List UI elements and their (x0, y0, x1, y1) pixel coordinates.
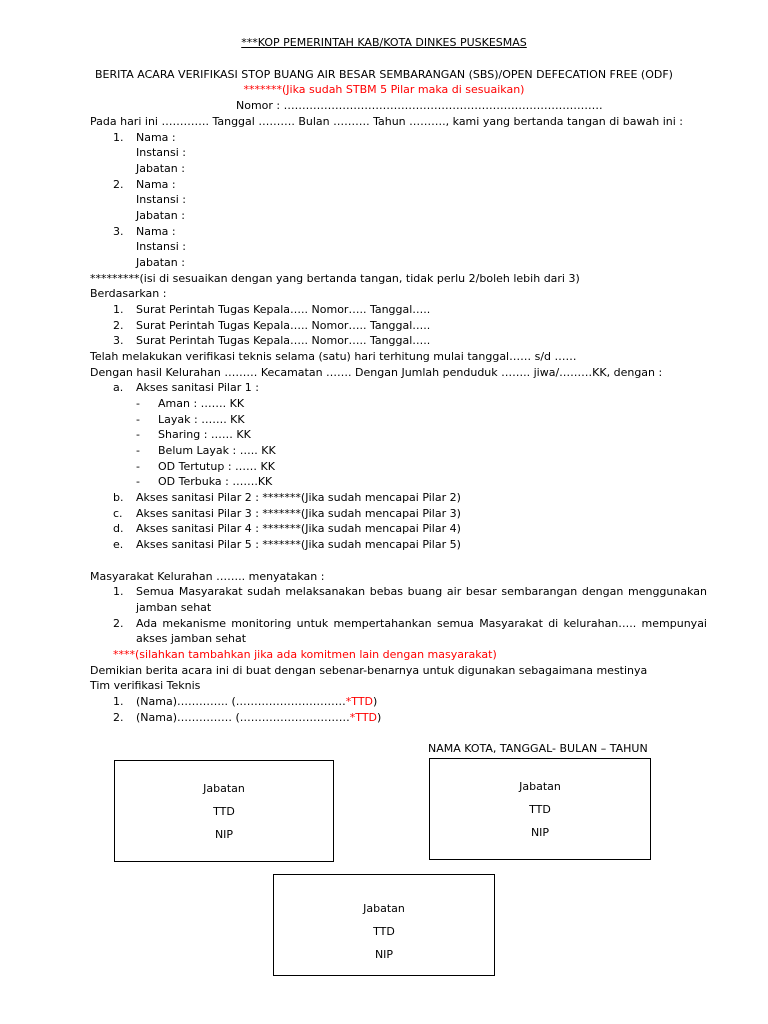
pilar-1-layak: Layak : ……. KK (158, 413, 245, 426)
signer-3-instansi: Instansi : (136, 240, 186, 253)
box-ttd: TTD (213, 805, 235, 818)
signer-3-num: 3. (113, 225, 124, 238)
pilar-1-sharing: Sharing : …… KK (158, 428, 251, 441)
signer-1-instansi: Instansi : (136, 146, 186, 159)
statement-1-line2: jamban sehat (136, 601, 212, 614)
statement-2-line1: Ada mekanisme monitoring untuk mempertahankan semua Masyarakat di kelurahan….. mempunyai (136, 617, 707, 630)
pilar-1-od-tertutup: OD Tertutup : …… KK (158, 460, 275, 473)
signers-note: *********(isi di sesuaikan dengan yang bertanda tangan, tidak perlu 2/boleh lebih dari 3) (90, 272, 580, 285)
pilar-1-od-terbuka: OD Terbuka : …….KK (158, 475, 273, 488)
result-line: Dengan hasil Kelurahan ……… Kecamatan ……. Dengan Jumlah penduduk …….. jiwa/………KK, dengan : (90, 366, 663, 379)
basis-3-text: Surat Perintah Tugas Kepala….. Nomor….. Tanggal….. (136, 334, 431, 347)
basis-1-num: 1. (113, 303, 124, 316)
statement-2-line2: akses jamban sehat (136, 632, 247, 645)
pilar-1-dash: - (136, 428, 140, 441)
team-2-num: 2. (113, 711, 124, 724)
basis-2-num: 2. (113, 319, 124, 332)
signer-1-num: 1. (113, 131, 124, 144)
signer-3-jabatan: Jabatan : (136, 256, 185, 269)
document-title: BERITA ACARA VERIFIKASI STOP BUANG AIR BESAR SEMBARANGAN (SBS)/OPEN DEFECATION FREE (ODF) (95, 68, 673, 81)
closing-line: Demikian berita acara ini di buat dengan sebenar-benarnya untuk digunakan sebagaimana mestinya (90, 664, 648, 677)
box-nip: NIP (530, 826, 550, 839)
box-jabatan: Jabatan (519, 780, 561, 793)
signature-box-right (429, 758, 651, 860)
team-label: Tim verifikasi Teknis (90, 679, 201, 692)
statement-1-line1: Semua Masyarakat sudah melaksanakan bebas buang air besar sembarangan dengan menggunakan (136, 585, 707, 598)
pilar-5-num: e. (113, 538, 124, 551)
signer-2-instansi: Instansi : (136, 193, 186, 206)
place-date: NAMA KOTA, TANGGAL- BULAN – TAHUN (428, 742, 648, 755)
pilar-1-dash: - (136, 460, 140, 473)
pilar-2-num: b. (113, 491, 124, 504)
pilar-5-text: Akses sanitasi Pilar 5 : *******(Jika sudah mencapai Pilar 5) (136, 538, 461, 551)
box-jabatan: Jabatan (203, 782, 245, 795)
pilar-1-aman: Aman : ……. KK (158, 397, 245, 410)
kop-header: ***KOP PEMERINTAH KAB/KOTA DINKES PUSKESMAS (241, 36, 527, 49)
statement-1-num: 1. (113, 585, 124, 598)
team-2-entry (136, 712, 381, 723)
signer-3-nama: Nama : (136, 225, 176, 238)
box-nip: NIP (374, 948, 394, 961)
team-1-ttd: *TTD (345, 695, 374, 708)
verif-line: Telah melakukan verifikasi teknis selama (satu) hari terhitung mulai tanggal…… s/d …… (90, 350, 577, 363)
basis-label: Berdasarkan : (90, 287, 167, 300)
signer-2-nama: Nama : (136, 178, 176, 191)
pilar-4-text: Akses sanitasi Pilar 4 : *******(Jika sudah mencapai Pilar 4) (136, 522, 461, 535)
masyarakat-line: Masyarakat Kelurahan …….. menyatakan : (90, 570, 325, 583)
signature-box-left (114, 760, 334, 862)
basis-1-text: Surat Perintah Tugas Kepala….. Nomor….. Tanggal….. (136, 303, 431, 316)
pilar-1-num: a. (113, 381, 124, 394)
team-1-text: (Nama)………….. (………………………… (136, 695, 346, 708)
team-2-text: (Nama)…………… (………………………… (136, 711, 350, 724)
intro-line: Pada hari ini …………. Tanggal ………. Bulan ………. Tahun ………., kami yang bertanda tangan di bawah ini : (90, 115, 684, 128)
signer-2-jabatan: Jabatan : (136, 209, 185, 222)
pilar-3-num: c. (113, 507, 123, 520)
stbm-note: *******(Jika sudah STBM 5 Pilar maka di sesuaikan) (243, 83, 525, 96)
box-nip: NIP (214, 828, 234, 841)
signer-2-num: 2. (113, 178, 124, 191)
pilar-1-dash: - (136, 413, 140, 426)
pilar-1-dash: - (136, 475, 140, 488)
box-ttd: TTD (373, 925, 395, 938)
pilar-1-label: Akses sanitasi Pilar 1 : (136, 381, 259, 394)
pilar-2-text: Akses sanitasi Pilar 2 : *******(Jika sudah mencapai Pilar 2) (136, 491, 461, 504)
nomor-line: Nomor : …………………………………………………………………………… (236, 99, 603, 112)
pilar-1-dash: - (136, 397, 140, 410)
signer-1-jabatan: Jabatan : (136, 162, 185, 175)
team-1-close: ) (373, 695, 378, 708)
basis-3-num: 3. (113, 334, 124, 347)
basis-2-text: Surat Perintah Tugas Kepala….. Nomor….. Tanggal….. (136, 319, 431, 332)
statement-2-num: 2. (113, 617, 124, 630)
team-2-close: ) (377, 711, 382, 724)
commit-note: ****(silahkan tambahkan jika ada komitmen lain dengan masyarakat) (113, 648, 497, 661)
pilar-4-num: d. (113, 522, 124, 535)
team-1-num: 1. (113, 695, 124, 708)
pilar-1-belum-layak: Belum Layak : ….. KK (158, 444, 276, 457)
pilar-1-dash: - (136, 444, 140, 457)
signature-box-center (273, 874, 495, 976)
box-ttd: TTD (529, 803, 551, 816)
team-2-ttd: *TTD (349, 711, 378, 724)
box-jabatan: Jabatan (363, 902, 405, 915)
pilar-3-text: Akses sanitasi Pilar 3 : *******(Jika sudah mencapai Pilar 3) (136, 507, 461, 520)
signer-1-nama: Nama : (136, 131, 176, 144)
team-1-entry (136, 696, 377, 707)
